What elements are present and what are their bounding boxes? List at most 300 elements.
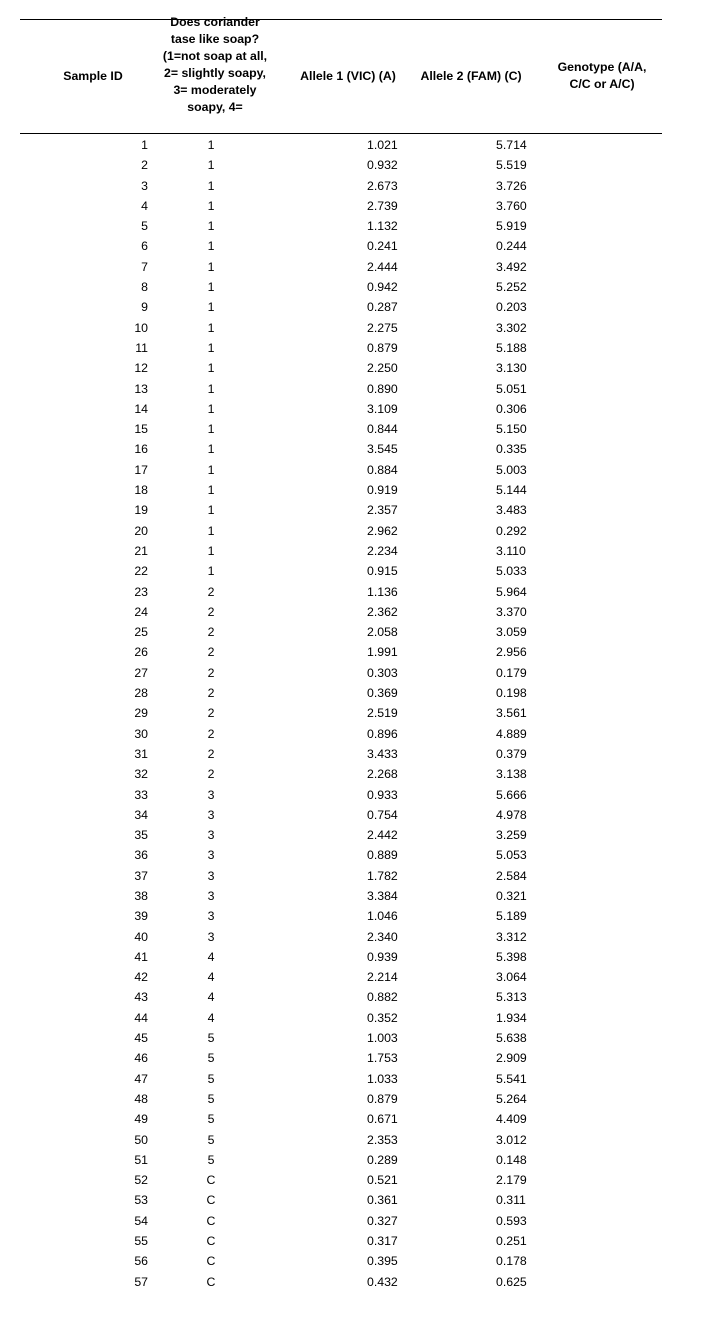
sample-id-cell: 13: [134, 381, 148, 396]
table-row: [0, 947, 704, 967]
allele2-value-cell: 5.666: [496, 787, 527, 802]
table-row: [0, 521, 704, 541]
table-row: [0, 744, 704, 764]
soap-score-cell: 2: [207, 665, 215, 680]
allele1-value-cell: 1.753: [367, 1051, 398, 1066]
allele2-value-cell: 5.919: [496, 219, 527, 234]
sample-id-cell: 14: [134, 401, 148, 416]
allele1-value-cell: 3.433: [367, 746, 398, 761]
soap-score-cell: 1: [207, 523, 215, 538]
sample-id-cell: 19: [134, 503, 148, 518]
table-row: [0, 500, 704, 520]
table-row: [0, 886, 704, 906]
allele1-value-cell: 0.352: [367, 1010, 398, 1025]
table-row: [0, 1028, 704, 1048]
allele1-value-cell: 1.033: [367, 1071, 398, 1086]
soap-score-cell: 5: [207, 1152, 215, 1167]
allele1-value-cell: 2.673: [367, 178, 398, 193]
allele2-value-cell: 0.593: [496, 1213, 527, 1228]
soap-score-cell: 4: [207, 949, 215, 964]
table-row: [0, 1069, 704, 1089]
allele1-value-cell: 2.250: [367, 361, 398, 376]
soap-score-cell: C: [206, 1193, 216, 1208]
soap-score-cell: 2: [207, 706, 215, 721]
allele2-value-cell: 3.012: [496, 1132, 527, 1147]
table-row: [0, 703, 704, 723]
table-row: [0, 622, 704, 642]
table-row: [0, 764, 704, 784]
sample-id-cell: 43: [134, 990, 148, 1005]
table-row: [0, 460, 704, 480]
allele2-value-cell: 3.130: [496, 361, 527, 376]
sample-id-cell: 20: [134, 523, 148, 538]
soap-score-cell: 1: [207, 543, 215, 558]
soap-score-cell: C: [206, 1213, 216, 1228]
soap-score-cell: 4: [207, 970, 215, 985]
table-row: [0, 906, 704, 926]
soap-score-cell: 1: [207, 462, 215, 477]
sample-id-cell: 23: [134, 584, 148, 599]
table-row: [0, 845, 704, 865]
table-row: [0, 297, 704, 317]
table-row: [0, 1130, 704, 1150]
sample-id-cell: 31: [134, 746, 148, 761]
header-bottom-rule: [20, 133, 662, 134]
header-sample-id: Sample ID: [63, 69, 123, 83]
soap-score-cell: C: [206, 1254, 216, 1269]
sample-id-cell: 47: [134, 1071, 148, 1086]
allele2-value-cell: 5.519: [496, 158, 527, 173]
allele1-value-cell: 1.132: [367, 219, 398, 234]
allele1-value-cell: 0.933: [367, 787, 398, 802]
sample-id-cell: 30: [134, 726, 148, 741]
allele2-value-cell: 0.335: [496, 442, 527, 457]
table-row: [0, 1272, 704, 1292]
sample-id-cell: 16: [134, 442, 148, 457]
allele1-value-cell: 2.340: [367, 929, 398, 944]
soap-score-cell: 1: [207, 138, 215, 152]
sample-id-cell: 7: [141, 259, 148, 274]
table-row: [0, 866, 704, 886]
soap-score-cell: 4: [207, 1010, 215, 1025]
allele1-value-cell: 2.058: [367, 625, 398, 640]
sample-id-cell: 51: [134, 1152, 148, 1167]
table-row: [0, 399, 704, 419]
soap-score-cell: 1: [207, 381, 215, 396]
allele2-value-cell: 3.726: [496, 178, 527, 193]
soap-score-cell: 3: [207, 787, 215, 802]
allele1-value-cell: 1.991: [367, 645, 398, 660]
sample-id-cell: 39: [134, 909, 148, 924]
soap-score-cell: 1: [207, 442, 215, 457]
allele1-value-cell: 3.384: [367, 888, 398, 903]
allele1-value-cell: 0.754: [367, 807, 398, 822]
sample-id-cell: 54: [134, 1213, 148, 1228]
allele2-value-cell: 3.492: [496, 259, 527, 274]
sample-id-cell: 52: [134, 1173, 148, 1188]
allele1-value-cell: 0.287: [367, 300, 398, 315]
allele1-value-cell: 3.545: [367, 442, 398, 457]
allele1-value-cell: 0.317: [367, 1234, 398, 1249]
allele2-value-cell: 4.889: [496, 726, 527, 741]
soap-score-cell: 1: [207, 503, 215, 518]
soap-score-cell: 1: [207, 239, 215, 254]
soap-score-cell: 5: [207, 1091, 215, 1106]
allele1-value-cell: 0.844: [367, 422, 398, 437]
allele2-value-cell: 0.179: [496, 665, 527, 680]
table-row: [0, 785, 704, 805]
table-row: [0, 257, 704, 277]
soap-score-cell: 1: [207, 280, 215, 295]
sample-id-cell: 33: [134, 787, 148, 802]
allele1-value-cell: 2.362: [367, 604, 398, 619]
sample-id-cell: 37: [134, 868, 148, 883]
allele2-value-cell: 5.964: [496, 584, 527, 599]
table-row: [0, 155, 704, 175]
allele2-value-cell: 3.561: [496, 706, 527, 721]
allele2-value-cell: 0.306: [496, 401, 527, 416]
allele2-value-cell: 5.252: [496, 280, 527, 295]
table-row: [0, 176, 704, 196]
sample-id-cell: 12: [134, 361, 148, 376]
header-soap-line: Does coriander: [170, 15, 260, 29]
sample-id-cell: 48: [134, 1091, 148, 1106]
allele2-value-cell: 3.138: [496, 767, 527, 782]
sample-id-cell: 55: [134, 1234, 148, 1249]
table-row: [0, 1190, 704, 1210]
table-row: [0, 358, 704, 378]
soap-score-cell: 1: [207, 422, 215, 437]
table-row: [0, 602, 704, 622]
table-row: [0, 1170, 704, 1190]
table-row: [0, 1048, 704, 1068]
sample-id-cell: 18: [134, 483, 148, 498]
sample-id-cell: 32: [134, 767, 148, 782]
soap-score-cell: 1: [207, 401, 215, 416]
soap-score-cell: 3: [207, 929, 215, 944]
allele2-value-cell: 0.198: [496, 686, 527, 701]
allele2-value-cell: 5.398: [496, 949, 527, 964]
allele1-value-cell: 0.369: [367, 686, 398, 701]
allele2-value-cell: 2.584: [496, 868, 527, 883]
allele2-value-cell: 5.189: [496, 909, 527, 924]
allele2-value-cell: 5.144: [496, 483, 527, 498]
allele2-value-cell: 5.150: [496, 422, 527, 437]
allele1-value-cell: 2.353: [367, 1132, 398, 1147]
sample-id-cell: 57: [134, 1274, 148, 1289]
header-allele2: Allele 2 (FAM) (C): [420, 69, 522, 83]
allele2-value-cell: 3.370: [496, 604, 527, 619]
header-soap-line: soapy, 4=: [187, 100, 243, 114]
header-soap-line: tase like soap?: [170, 32, 260, 46]
soap-score-cell: C: [206, 1234, 216, 1249]
allele1-value-cell: 0.432: [367, 1274, 398, 1289]
soap-score-cell: C: [206, 1274, 216, 1289]
sample-id-cell: 26: [134, 645, 148, 660]
table-row: [0, 277, 704, 297]
allele1-value-cell: 0.241: [367, 239, 398, 254]
sample-id-cell: 24: [134, 604, 148, 619]
allele2-value-cell: 2.956: [496, 645, 527, 660]
soap-score-cell: 2: [207, 686, 215, 701]
allele1-value-cell: 0.932: [367, 158, 398, 173]
soap-score-cell: 1: [207, 564, 215, 579]
sample-id-cell: 44: [134, 1010, 148, 1025]
allele2-value-cell: 5.638: [496, 1031, 527, 1046]
allele1-value-cell: 1.046: [367, 909, 398, 924]
allele2-value-cell: 5.053: [496, 848, 527, 863]
allele2-value-cell: 0.311: [496, 1193, 526, 1208]
allele1-value-cell: 2.519: [367, 706, 398, 721]
sample-id-cell: 1: [141, 138, 148, 152]
table-row: [0, 582, 704, 602]
soap-score-cell: 3: [207, 909, 215, 924]
sample-id-cell: 53: [134, 1193, 148, 1208]
soap-score-cell: 2: [207, 584, 215, 599]
allele1-value-cell: 0.303: [367, 665, 398, 680]
sample-id-cell: 56: [134, 1254, 148, 1269]
soap-score-cell: 2: [207, 746, 215, 761]
allele1-value-cell: 0.882: [367, 990, 398, 1005]
allele1-value-cell: 2.739: [367, 198, 398, 213]
sample-id-cell: 21: [134, 543, 148, 558]
allele2-value-cell: 1.934: [496, 1010, 527, 1025]
allele1-value-cell: 2.234: [367, 543, 398, 558]
table-row: [0, 825, 704, 845]
allele1-value-cell: 2.214: [367, 970, 398, 985]
sample-id-cell: 15: [134, 422, 148, 437]
header-soap-line: 2= slightly soapy,: [164, 66, 266, 80]
soap-score-cell: 1: [207, 219, 215, 234]
allele2-value-cell: 2.179: [496, 1173, 527, 1188]
allele1-value-cell: 0.942: [367, 280, 398, 295]
table-row: [0, 541, 704, 561]
allele1-value-cell: 0.896: [367, 726, 398, 741]
allele1-value-cell: 2.275: [367, 320, 398, 335]
sample-id-cell: 42: [134, 970, 148, 985]
soap-score-cell: 1: [207, 361, 215, 376]
header-soap-line: (1=not soap at all,: [162, 49, 268, 63]
allele2-value-cell: 0.379: [496, 746, 527, 761]
table-row: [0, 379, 704, 399]
sample-id-cell: 10: [134, 320, 148, 335]
allele2-value-cell: 2.909: [496, 1051, 527, 1066]
allele1-value-cell: 1.136: [367, 584, 398, 599]
soap-score-cell: 3: [207, 868, 215, 883]
sample-id-cell: 6: [141, 239, 148, 254]
allele2-value-cell: 5.033: [496, 564, 527, 579]
soap-score-cell: 3: [207, 888, 215, 903]
allele2-value-cell: 3.302: [496, 320, 527, 335]
soap-score-cell: 3: [207, 807, 215, 822]
table-row: [0, 683, 704, 703]
sample-id-cell: 17: [134, 462, 148, 477]
soap-score-cell: 1: [207, 259, 215, 274]
allele1-value-cell: 0.939: [367, 949, 398, 964]
sample-id-cell: 36: [134, 848, 148, 863]
soap-score-cell: 1: [207, 483, 215, 498]
table-row: [0, 724, 704, 744]
sample-id-cell: 50: [134, 1132, 148, 1147]
table-row: [0, 439, 704, 459]
allele1-value-cell: 2.442: [367, 828, 398, 843]
soap-score-cell: 2: [207, 625, 215, 640]
allele2-value-cell: 5.051: [496, 381, 527, 396]
allele2-value-cell: 3.483: [496, 503, 527, 518]
sample-id-cell: 45: [134, 1031, 148, 1046]
sample-id-cell: 46: [134, 1051, 148, 1066]
table-row: [0, 1008, 704, 1028]
allele1-value-cell: 3.109: [367, 401, 398, 416]
allele1-value-cell: 0.671: [367, 1112, 398, 1127]
sample-id-cell: 11: [135, 340, 148, 355]
soap-score-cell: 1: [207, 320, 215, 335]
allele2-value-cell: 4.409: [496, 1112, 527, 1127]
soap-score-cell: 2: [207, 645, 215, 660]
sample-id-cell: 22: [134, 564, 148, 579]
table-row: [0, 1109, 704, 1129]
allele2-value-cell: 3.110: [496, 543, 526, 558]
allele1-value-cell: 0.919: [367, 483, 398, 498]
table-row: [0, 663, 704, 683]
table-row: [0, 987, 704, 1007]
soap-score-cell: 2: [207, 604, 215, 619]
table-row: [0, 135, 704, 155]
table-row: [0, 236, 704, 256]
soap-score-cell: 1: [207, 340, 215, 355]
table-row: [0, 927, 704, 947]
soap-score-cell: 3: [207, 828, 215, 843]
table-row: [0, 338, 704, 358]
sample-id-cell: 34: [134, 807, 148, 822]
allele2-value-cell: 0.203: [496, 300, 527, 315]
sample-id-cell: 40: [134, 929, 148, 944]
allele2-value-cell: 5.188: [496, 340, 527, 355]
allele1-value-cell: 0.395: [367, 1254, 398, 1269]
soap-score-cell: 4: [207, 990, 215, 1005]
sample-id-cell: 28: [134, 686, 148, 701]
allele1-value-cell: 1.003: [367, 1031, 398, 1046]
table-row: [0, 967, 704, 987]
allele2-value-cell: 5.313: [496, 990, 527, 1005]
soap-score-cell: 5: [207, 1132, 215, 1147]
table-row: [0, 480, 704, 500]
table-row: [0, 1211, 704, 1231]
sample-id-cell: 8: [141, 280, 148, 295]
table-row: [0, 196, 704, 216]
allele1-value-cell: 2.357: [367, 503, 398, 518]
allele1-value-cell: 0.289: [367, 1152, 398, 1167]
sample-id-cell: 2: [141, 158, 148, 173]
allele2-value-cell: 4.978: [496, 807, 527, 822]
soap-score-cell: 5: [207, 1112, 215, 1127]
sample-id-cell: 4: [141, 198, 148, 213]
allele2-value-cell: 0.244: [496, 239, 527, 254]
allele1-value-cell: 0.361: [367, 1193, 398, 1208]
sample-id-cell: 5: [141, 219, 148, 234]
allele1-value-cell: 0.879: [367, 340, 398, 355]
allele2-value-cell: 0.251: [496, 1234, 527, 1249]
allele2-value-cell: 0.292: [496, 523, 527, 538]
allele2-value-cell: 5.003: [496, 462, 527, 477]
allele2-value-cell: 0.625: [496, 1274, 527, 1289]
soap-score-cell: 2: [207, 767, 215, 782]
allele2-value-cell: 5.714: [496, 138, 527, 152]
soap-score-cell: 1: [207, 178, 215, 193]
sample-id-cell: 3: [141, 178, 148, 193]
allele1-value-cell: 0.889: [367, 848, 398, 863]
header-allele1: Allele 1 (VIC) (A): [300, 69, 396, 83]
soap-score-cell: 1: [207, 158, 215, 173]
table-row: [0, 318, 704, 338]
soap-score-cell: 1: [207, 198, 215, 213]
allele2-value-cell: 3.312: [496, 929, 527, 944]
allele2-value-cell: 0.321: [496, 888, 527, 903]
sample-id-cell: 29: [134, 706, 148, 721]
sample-id-cell: 25: [134, 625, 148, 640]
header-soap-question: [150, 14, 280, 133]
allele1-value-cell: 1.782: [367, 868, 398, 883]
sample-id-cell: 27: [134, 665, 148, 680]
allele1-value-cell: 0.890: [367, 381, 398, 396]
allele2-value-cell: 5.541: [496, 1071, 527, 1086]
soap-score-cell: 5: [207, 1071, 215, 1086]
table-row: [0, 642, 704, 662]
sample-id-cell: 35: [134, 828, 148, 843]
sample-id-cell: 38: [134, 888, 148, 903]
allele1-value-cell: 0.879: [367, 1091, 398, 1106]
header-genotype-line: C/C or A/C): [569, 77, 635, 91]
table-row: [0, 805, 704, 825]
allele2-value-cell: 0.178: [496, 1254, 527, 1269]
allele2-value-cell: 5.264: [496, 1091, 527, 1106]
allele2-value-cell: 3.259: [496, 828, 527, 843]
table-row: [0, 1251, 704, 1271]
sample-id-cell: 49: [134, 1112, 148, 1127]
soap-score-cell: 2: [207, 726, 215, 741]
data-table-body: [0, 135, 704, 1292]
header-top-rule: [20, 19, 662, 20]
allele1-value-cell: 0.884: [367, 462, 398, 477]
allele2-value-cell: 3.059: [496, 625, 527, 640]
soap-score-cell: 1: [207, 300, 215, 315]
allele1-value-cell: 2.444: [367, 259, 398, 274]
soap-score-cell: 5: [207, 1031, 215, 1046]
table-row: [0, 216, 704, 236]
allele1-value-cell: 2.962: [367, 523, 398, 538]
allele1-value-cell: 2.268: [367, 767, 398, 782]
allele1-value-cell: 1.021: [367, 138, 398, 152]
table-row: [0, 1150, 704, 1170]
soap-score-cell: C: [206, 1173, 216, 1188]
sample-id-cell: 9: [141, 300, 148, 315]
allele1-value-cell: 0.915: [367, 564, 398, 579]
sample-id-cell: 41: [134, 949, 148, 964]
allele2-value-cell: 3.760: [496, 198, 527, 213]
soap-score-cell: 3: [207, 848, 215, 863]
allele2-value-cell: 3.064: [496, 970, 527, 985]
soap-score-cell: 5: [207, 1051, 215, 1066]
table-row: [0, 561, 704, 581]
header-genotype: [540, 59, 664, 93]
allele1-value-cell: 0.521: [367, 1173, 398, 1188]
header-genotype-line: Genotype (A/A,: [557, 60, 647, 74]
table-row: [0, 419, 704, 439]
table-row: [0, 1231, 704, 1251]
allele2-value-cell: 0.148: [496, 1152, 527, 1167]
allele1-value-cell: 0.327: [367, 1213, 398, 1228]
header-soap-line: 3= moderately: [173, 83, 257, 97]
